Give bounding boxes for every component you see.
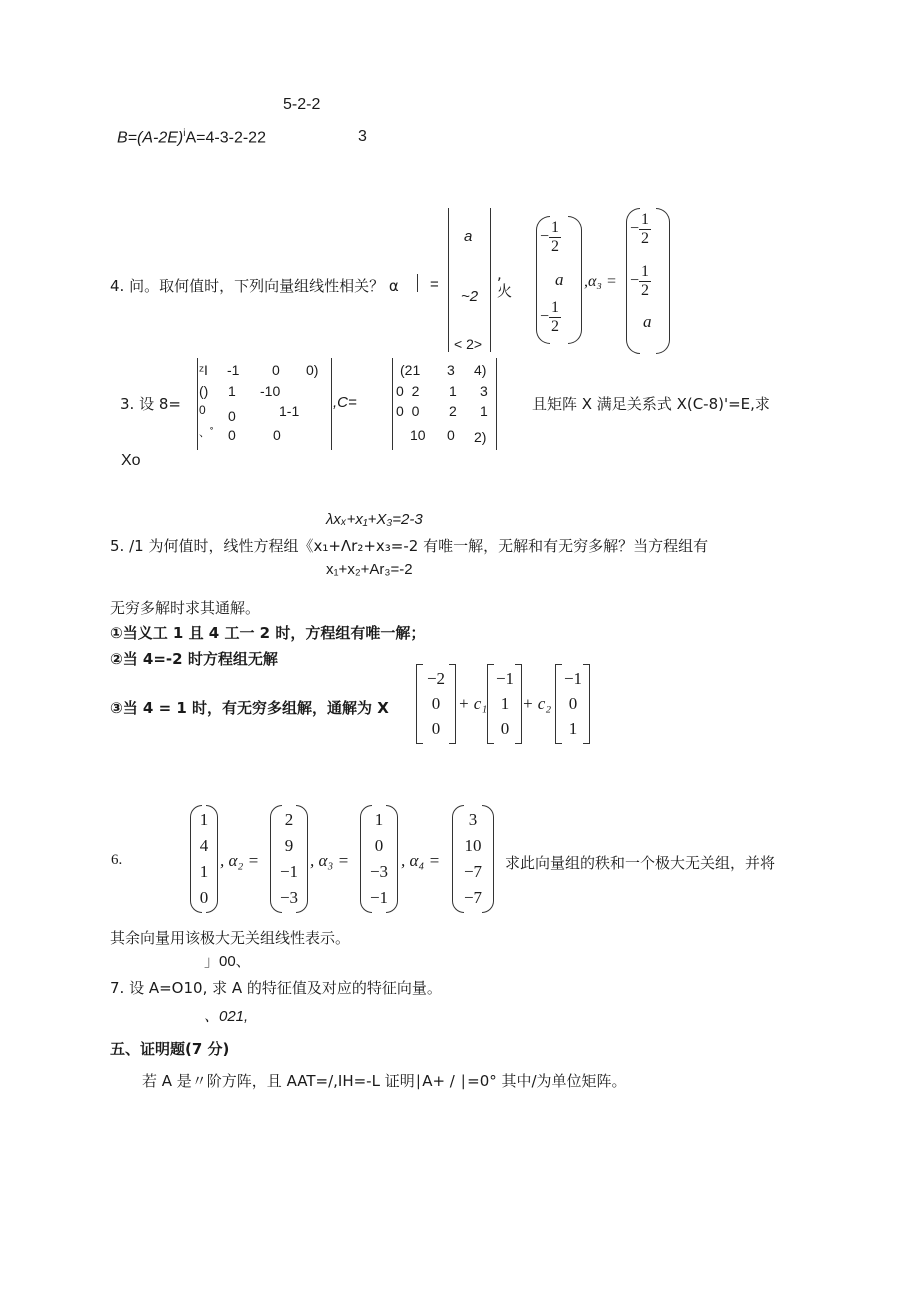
sec5-title: 五、证明题(7 分) [110,1040,230,1058]
q3-B-3-2: 0 [273,427,281,443]
q7-bottom: 、021, [204,1008,249,1025]
b-formula-main: B=(A-2E) [117,129,184,147]
q3-C-0-1: 3 [447,362,455,378]
q5-cont: 无穷多解时求其通解。 [110,599,261,617]
q3-B-2-2: 1-1 [279,403,300,419]
q5-v1-1: 1 [500,693,510,713]
minus-sign: − [540,228,550,246]
q3-tail: Xo [121,452,141,469]
q4-alpha1-1: ~2 [461,288,479,305]
q3-B-2-1: 0 [228,408,236,424]
q5-v2 [559,666,587,742]
numerator: 1 [551,219,560,236]
q6-label: 6. [111,852,123,868]
q3-C-0-2: 4) [474,362,487,378]
b-formula-right: 3 [358,128,367,145]
q5-v0-2: 0 [431,719,441,739]
q6-a1-2: 1 [199,862,209,881]
b-formula-rest: A=4-3-2-22 [185,129,266,147]
q6-l3: , α₃ = [310,851,350,870]
q5-v0-1: 0 [431,693,441,713]
q5-v2-1: 0 [568,693,578,713]
q5-v1-0: −1 [495,668,515,688]
q3-B-1-2: -10 [260,383,281,399]
q6-a2-2: −1 [279,862,299,881]
numerator: 1 [641,263,650,280]
b-formula-sup: i [183,128,186,139]
fraction [639,212,651,247]
fraction [549,300,561,335]
q6-a3-2: −3 [369,862,389,881]
q5-v2-2: 1 [568,719,578,739]
q6-a3 [364,807,394,911]
q3-B-0-2: 0 [272,362,280,378]
q3-B-3-0: 、˚ [199,427,214,439]
q6-cont: 其余向量用该极大无关组线性表示。 [110,929,351,947]
fraction [639,264,651,299]
q3-C-3-0: 10 [410,427,426,443]
q6-a1-3: 0 [199,888,209,907]
q6-a3-0: 1 [374,810,384,829]
q6-a3-3: −1 [369,888,389,907]
q4-alpha2-1: a [555,270,564,289]
q3-C-1-1: 1 [449,383,457,399]
minus-sign: − [630,272,640,290]
q3-B-right-bar [331,358,332,450]
q3-C-right-bar [496,358,497,450]
q5-ans3: ③当 4 = 1 时，有无穷多组解，通解为 X [110,699,389,717]
q3-C-1-0: 0 2 [396,383,420,399]
q4-prefix: 4. 问。取何值时，下列向量组线性相关？ α [110,277,399,295]
q6-a4-3: −7 [463,888,483,907]
q6-a1-0: 1 [199,810,209,829]
denominator: 2 [641,230,650,247]
q3-B-3-1: 0 [228,427,236,443]
q4-alpha1-left-bar [448,208,449,352]
q3-C-2-1: 2 [449,403,457,419]
b-formula [117,128,266,147]
q6-a3-1: 0 [374,836,384,855]
sec5-body: 若 A 是〃阶方阵，且 AAT=/,IH=-L 证明∣A+ / ∣=0° 其中/为单位矩阵。 [142,1072,627,1090]
q3-C-2-0: 0 0 [396,403,420,419]
minus-sign: − [540,308,550,326]
q5-c2: + c₂ [522,694,552,713]
q3-C-1-2: 3 [480,383,488,399]
numerator: 1 [641,211,650,228]
q4-eq: = [430,276,439,293]
q3-B-1-1: 1 [228,383,236,399]
q6-l2: , α₂ = [220,851,260,870]
q6-a2 [274,807,304,911]
q5-c1: + c₁ [458,694,488,713]
q6-a1-1: 4 [199,836,209,855]
q4-alpha3-0 [630,212,651,247]
q3-B-0-1: -1 [227,362,240,378]
q4-alpha3-rparen [656,208,670,354]
q5-v1 [491,666,519,742]
q4-alpha3-2: a [643,312,652,331]
q5-v1-2: 0 [500,719,510,739]
q4-alpha3-label: ,α₃ = [584,273,617,290]
q6-a4-0: 3 [468,810,478,829]
q3-prefix: 3. 设 8= [120,395,181,413]
q5-ans2: ②当 4=-2 时方程组无解 [110,650,278,668]
q5-ans1: ①当义工 1 且 4 工一 2 时，方程组有唯一解； [110,624,426,642]
q5-v0 [420,666,452,742]
q3-B-0-0: ᶻI [199,362,208,378]
q4-sep: , 火 [497,265,513,300]
fraction [549,220,561,255]
denominator: 2 [641,282,650,299]
q5-line: 5. /1 为何值时，线性方程组《x₁+Λr₂+x₃=-2 有唯一解，无解和有无穷多解？当方程组有 [110,537,709,555]
q3-C-label: ,C= [333,394,357,411]
q5-eq1: λxₓ+x₁+X₃=2-3 [326,511,423,528]
q3-C-3-1: 0 [447,427,455,443]
q3-B-2-0: 0 [199,403,206,417]
denominator: 2 [551,318,560,335]
q6-a2-1: 9 [284,836,294,855]
q4-alpha1-right-bar [490,208,491,352]
q3-C-0-0: (21 [400,362,421,378]
q7-top: 」00、 [204,953,251,970]
q3-C-left-bar [392,358,393,450]
q3-suffix: 且矩阵 X 满足关系式 X(C-8)'=E,求 [532,395,770,413]
q4-alpha2-rparen [568,216,582,344]
q6-suffix: 求此向量组的秩和一个极大无关组，并将 [505,854,776,872]
q5-v0-0: −2 [426,668,446,688]
q4-alpha3-1 [630,264,651,299]
q4-alpha2-0 [540,220,561,255]
q5-eq3: x₁+x₂+Ar₃=-2 [326,561,413,578]
q7-line: 7. 设 A=O10, 求 A 的特征值及对应的特征向量。 [110,979,442,997]
q6-a4 [456,807,490,911]
q3-B-left-bar [197,358,198,450]
numerator: 1 [551,299,560,316]
q4-alpha1-2: < 2> [454,336,483,352]
denominator: 2 [551,238,560,255]
q3-C-3-2: 2) [474,429,487,445]
q3-B-0-3: 0) [306,362,319,378]
q6-a2-0: 2 [284,810,294,829]
q6-a2-3: −3 [279,888,299,907]
q4-alpha1-0: a [464,228,473,245]
b-formula-top: 5-2-2 [283,96,321,113]
q3-C-2-2: 1 [480,403,488,419]
q4-alpha2-2 [540,300,561,335]
q6-a1 [193,807,215,911]
q6-a4-2: −7 [463,862,483,881]
q5-v2-0: −1 [563,668,583,688]
q3-B-1-0: () [199,383,209,399]
q4-bar [417,274,418,292]
q6-l4: , α₄ = [401,851,441,870]
minus-sign: − [630,220,640,238]
q6-a4-1: 10 [464,836,482,855]
